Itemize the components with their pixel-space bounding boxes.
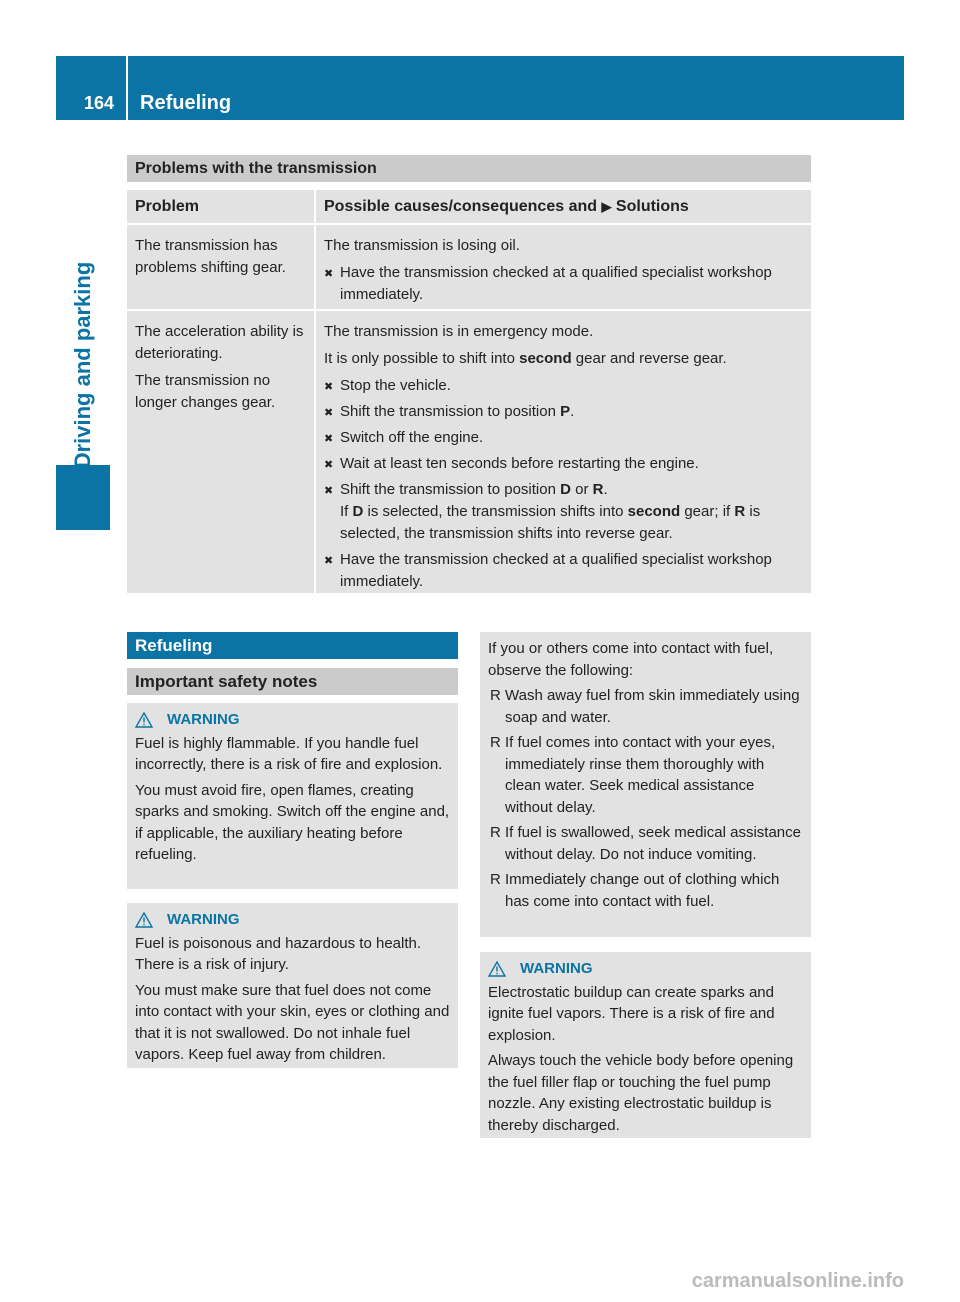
warning-triangle-icon bbox=[488, 961, 506, 977]
step-item bbox=[324, 262, 803, 306]
table-row-2-problem bbox=[127, 311, 314, 593]
bullet-marker: R bbox=[490, 734, 501, 751]
warning-label: WARNING bbox=[167, 911, 240, 928]
step-end: is selected, the transmission shifts into reverse gear. bbox=[340, 503, 761, 542]
bullet-text: Wash away fuel from skin immediately using soap and water. bbox=[505, 687, 800, 726]
fuel-contact-box bbox=[480, 632, 811, 937]
gear-d: D bbox=[560, 481, 571, 498]
gear-second: second bbox=[627, 503, 681, 520]
list-item bbox=[488, 732, 803, 818]
step-arrow-icon: ✖ bbox=[324, 407, 334, 419]
step-text: Shift the transmission to position bbox=[340, 481, 556, 498]
step-punct: . bbox=[570, 403, 575, 420]
side-tab-marker bbox=[56, 465, 110, 530]
table-row-2-solution bbox=[316, 311, 811, 593]
contact-intro: If you or others come into contact with fuel, observe the following: bbox=[488, 640, 774, 679]
warning-label: WARNING bbox=[520, 960, 593, 977]
warning-text: Fuel is highly flammable. If you handle fuel incorrectly, there is a risk of fire and explosion. bbox=[135, 734, 443, 773]
problem-text-a: The acceleration ability is deteriorating. bbox=[135, 323, 304, 362]
step-or: or bbox=[575, 481, 589, 498]
warning-text: Electrostatic buildup can create sparks and ignite fuel vapors. There is a risk of fire and explosion. bbox=[488, 983, 775, 1044]
footer-watermark: carmanualsonline.info bbox=[691, 1270, 904, 1292]
warning-heading bbox=[135, 709, 450, 731]
step-arrow-icon: ✖ bbox=[324, 268, 334, 280]
step-item bbox=[324, 401, 803, 423]
warning-box-poisonous bbox=[127, 903, 458, 1068]
subsection-title: Important safety notes bbox=[127, 668, 458, 695]
step-arrow-icon: ✖ bbox=[324, 555, 334, 567]
side-tab-label: Driving and parking bbox=[70, 261, 95, 469]
bullet-marker: R bbox=[490, 687, 501, 704]
col-header-solutions-tail: Solutions bbox=[615, 198, 689, 215]
problem-text: The transmission has problems shifting gear. bbox=[135, 237, 286, 276]
cause-b-post: gear and reverse gear. bbox=[575, 350, 727, 367]
cause-text: The transmission is losing oil. bbox=[324, 237, 520, 254]
step-text: Stop the vehicle. bbox=[340, 377, 451, 394]
cause-b-bold: second bbox=[519, 350, 572, 367]
header-divider bbox=[126, 56, 128, 120]
bullet-text: Immediately change out of clothing which has come into contact with fuel. bbox=[505, 871, 780, 910]
warning-label: WARNING bbox=[167, 711, 240, 728]
problem-text-b: The transmission no longer changes gear. bbox=[135, 372, 276, 411]
table-row-1-solution bbox=[316, 225, 811, 309]
step-arrow-icon: ✖ bbox=[324, 459, 334, 471]
warning-triangle-icon bbox=[135, 912, 153, 928]
step-text: Have the transmission checked at a qualified specialist workshop immediately. bbox=[340, 551, 772, 590]
step-item bbox=[324, 453, 803, 475]
step-text: Switch off the engine. bbox=[340, 429, 484, 446]
col-header-solutions bbox=[316, 190, 811, 223]
bullet-marker: R bbox=[490, 871, 501, 888]
step-item bbox=[324, 479, 803, 545]
warning-box-electrostatic bbox=[480, 952, 811, 1138]
step-text: Shift the transmission to position bbox=[340, 403, 556, 420]
cause-b-pre: It is only possible to shift into bbox=[324, 350, 515, 367]
list-item bbox=[488, 685, 803, 728]
gear-r: R bbox=[592, 481, 604, 498]
bullet-text: If fuel is swallowed, seek medical assistance without delay. Do not induce vomiting. bbox=[505, 824, 801, 863]
table-title: Problems with the transmission bbox=[127, 155, 811, 182]
cause-text-b bbox=[324, 348, 803, 370]
col-header-solutions-text: Possible causes/consequences and bbox=[324, 198, 598, 215]
warning-text: Fuel is poisonous and hazardous to health. There is a risk of injury. bbox=[135, 934, 422, 973]
step-arrow-icon: ✖ bbox=[324, 433, 334, 445]
warning-text: You must make sure that fuel does not come into contact with your skin, eyes or clothing and that it is not swallowed. Do not inhale fuel vapors. Keep fuel away from children. bbox=[135, 981, 450, 1063]
step-if: If bbox=[340, 503, 349, 520]
step-item bbox=[324, 549, 803, 593]
warning-triangle-icon bbox=[135, 712, 153, 728]
page-number: 164 bbox=[84, 93, 115, 113]
step-text: Wait at least ten seconds before restarting the engine. bbox=[340, 455, 699, 472]
list-item bbox=[488, 869, 803, 912]
warning-box-flammable bbox=[127, 703, 458, 889]
step-gear: gear; if bbox=[684, 503, 731, 520]
step-arrow-icon: ✖ bbox=[324, 381, 334, 393]
gear-r: R bbox=[734, 503, 746, 520]
cause-text-a: The transmission is in emergency mode. bbox=[324, 323, 594, 340]
warning-text: You must avoid fire, open flames, creating sparks and smoking. Switch off the engine and, if applicable, the auxiliary heating before refueling. bbox=[135, 781, 450, 863]
warning-text: Always touch the vehicle body before opening the fuel filler flap or touching the fuel pump nozzle. Any existing electrostatic buildup is thereby discharged. bbox=[488, 1052, 794, 1134]
section-title: Refueling bbox=[127, 632, 458, 659]
bullet-text: If fuel comes into contact with your eyes, immediately rinse them thoroughly with clean water. Seek medical assistance without delay. bbox=[505, 734, 776, 816]
bullet-marker: R bbox=[490, 824, 501, 841]
step-item bbox=[324, 375, 803, 397]
list-item bbox=[488, 822, 803, 865]
warning-heading bbox=[135, 909, 450, 931]
step-mid: is selected, the transmission shifts into bbox=[367, 503, 624, 520]
table-row-1-problem bbox=[127, 225, 314, 309]
col-header-problem: Problem bbox=[127, 190, 314, 223]
arrow-icon: ▶ bbox=[601, 199, 612, 214]
step-arrow-icon: ✖ bbox=[324, 485, 334, 497]
step-punct: . bbox=[603, 481, 608, 498]
step-item bbox=[324, 427, 803, 449]
gear-p: P bbox=[560, 403, 571, 420]
gear-d: D bbox=[352, 503, 364, 520]
chapter-title: Refueling bbox=[140, 92, 232, 114]
warning-heading bbox=[488, 958, 803, 980]
step-text: Have the transmission checked at a qualified specialist workshop immediately. bbox=[340, 264, 772, 303]
